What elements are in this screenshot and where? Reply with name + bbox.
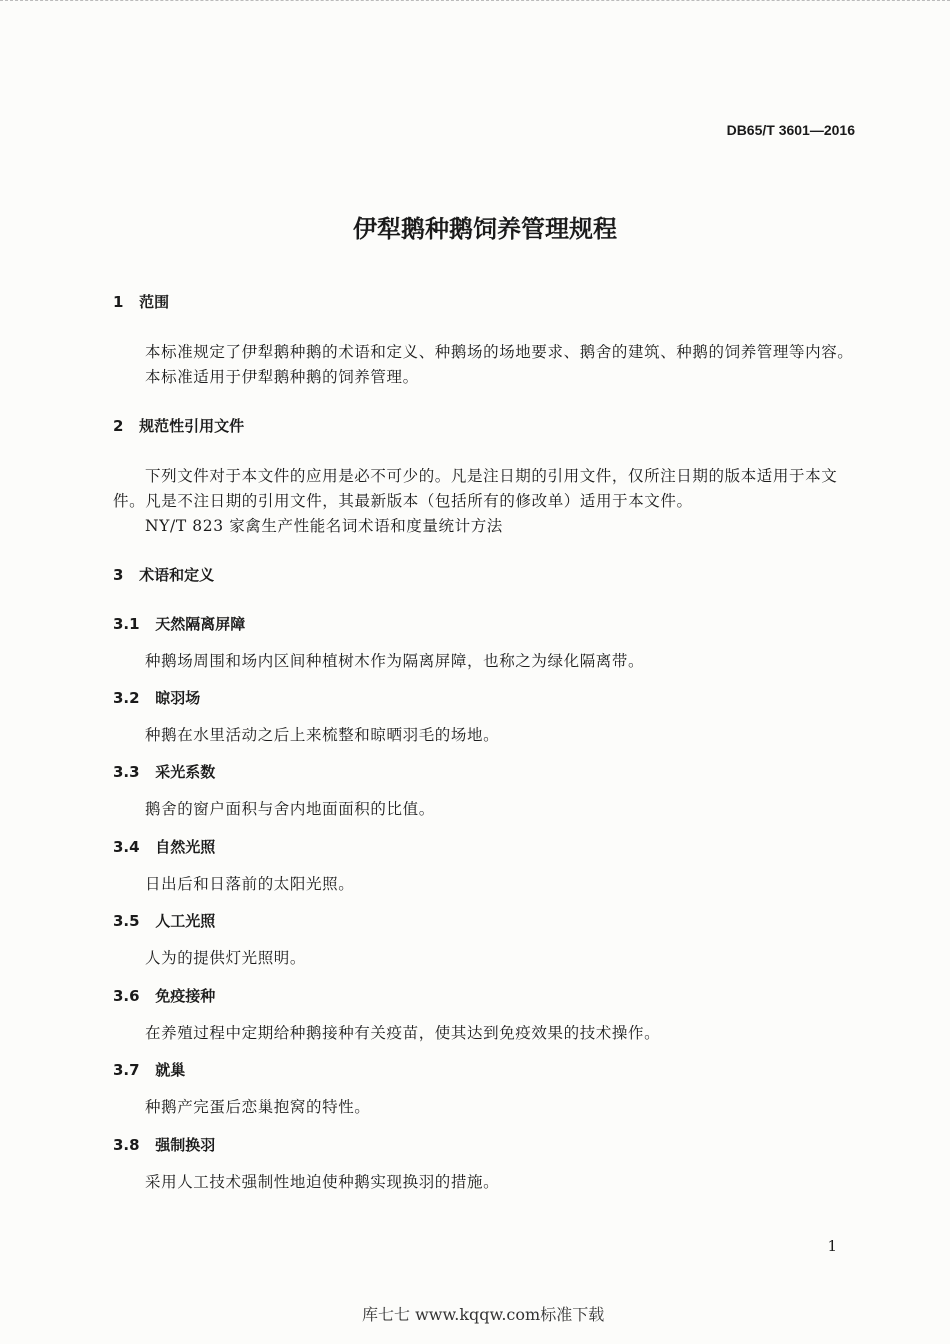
term-number: 3.2 — [113, 689, 140, 707]
term-title: 采光系数 — [155, 763, 216, 781]
section-title: 术语和定义 — [139, 566, 215, 584]
footer-watermark: 库七七 www.kqqw.com标准下载 — [362, 1305, 605, 1324]
term-title: 免疫接种 — [155, 987, 216, 1005]
term-number: 3.5 — [113, 912, 140, 930]
term-title: 天然隔离屏障 — [155, 615, 246, 633]
term-title: 自然光照 — [155, 838, 216, 856]
paragraph: 本标准适用于伊犁鹅种鹅的饲养管理。 — [145, 368, 419, 386]
term-number: 3.1 — [113, 615, 140, 633]
term-definition: 在养殖过程中定期给种鹅接种有关疫苗，使其达到免疫效果的技术操作。 — [145, 1024, 661, 1042]
scan-edge — [0, 0, 950, 4]
term-heading — [113, 914, 215, 929]
term-title: 人工光照 — [155, 912, 216, 930]
term-heading — [113, 1138, 215, 1153]
term-heading — [113, 617, 245, 632]
term-definition: 种鹅产完蛋后恋巢抱窝的特性。 — [145, 1098, 371, 1116]
term-number: 3.3 — [113, 763, 140, 781]
standard-number: DB65/T 3601—2016 — [726, 122, 855, 138]
term-definition: 种鹅在水里活动之后上来梳整和晾晒羽毛的场地。 — [145, 726, 500, 744]
paragraph: 本标准规定了伊犁鹅种鹅的术语和定义、种鹅场的场地要求、鹅舍的建筑、种鹅的饲养管理等内容。 — [145, 343, 854, 361]
term-title: 就巢 — [155, 1061, 186, 1079]
term-heading — [113, 765, 215, 780]
section-heading — [113, 568, 214, 583]
term-definition: 鹅舍的窗户面积与舍内地面面积的比值。 — [145, 800, 435, 818]
term-definition: 人为的提供灯光照明。 — [145, 949, 307, 967]
document-title: 伊犁鹅种鹅饲养管理规程 — [353, 215, 617, 243]
section-title: 范围 — [139, 293, 170, 311]
section-heading — [113, 419, 244, 434]
term-number: 3.7 — [113, 1061, 140, 1079]
page-number: 1 — [827, 1237, 837, 1255]
term-number: 3.6 — [113, 987, 140, 1005]
term-heading — [113, 1063, 185, 1078]
term-definition: 日出后和日落前的太阳光照。 — [145, 875, 355, 893]
term-heading — [113, 691, 200, 706]
term-number: 3.4 — [113, 838, 140, 856]
reference-item: NY/T 823 家禽生产性能名词术语和度量统计方法 — [145, 517, 503, 535]
section-number: 3 — [113, 566, 124, 584]
term-title: 强制换羽 — [155, 1136, 216, 1154]
term-heading — [113, 840, 215, 855]
paragraph: 下列文件对于本文件的应用是必不可少的。凡是注日期的引用文件，仅所注日期的版本适用于本文 — [145, 467, 838, 485]
paragraph: 件。凡是不注日期的引用文件，其最新版本（包括所有的修改单）适用于本文件。 — [113, 492, 693, 510]
term-heading — [113, 989, 215, 1004]
term-title: 晾羽场 — [155, 689, 201, 707]
section-number: 2 — [113, 417, 124, 435]
section-title: 规范性引用文件 — [139, 417, 245, 435]
term-definition: 采用人工技术强制性地迫使种鹅实现换羽的措施。 — [145, 1173, 500, 1191]
term-definition: 种鹅场周围和场内区间种植树木作为隔离屏障，也称之为绿化隔离带。 — [145, 652, 645, 670]
section-number: 1 — [113, 293, 124, 311]
section-heading — [113, 295, 169, 310]
term-number: 3.8 — [113, 1136, 140, 1154]
